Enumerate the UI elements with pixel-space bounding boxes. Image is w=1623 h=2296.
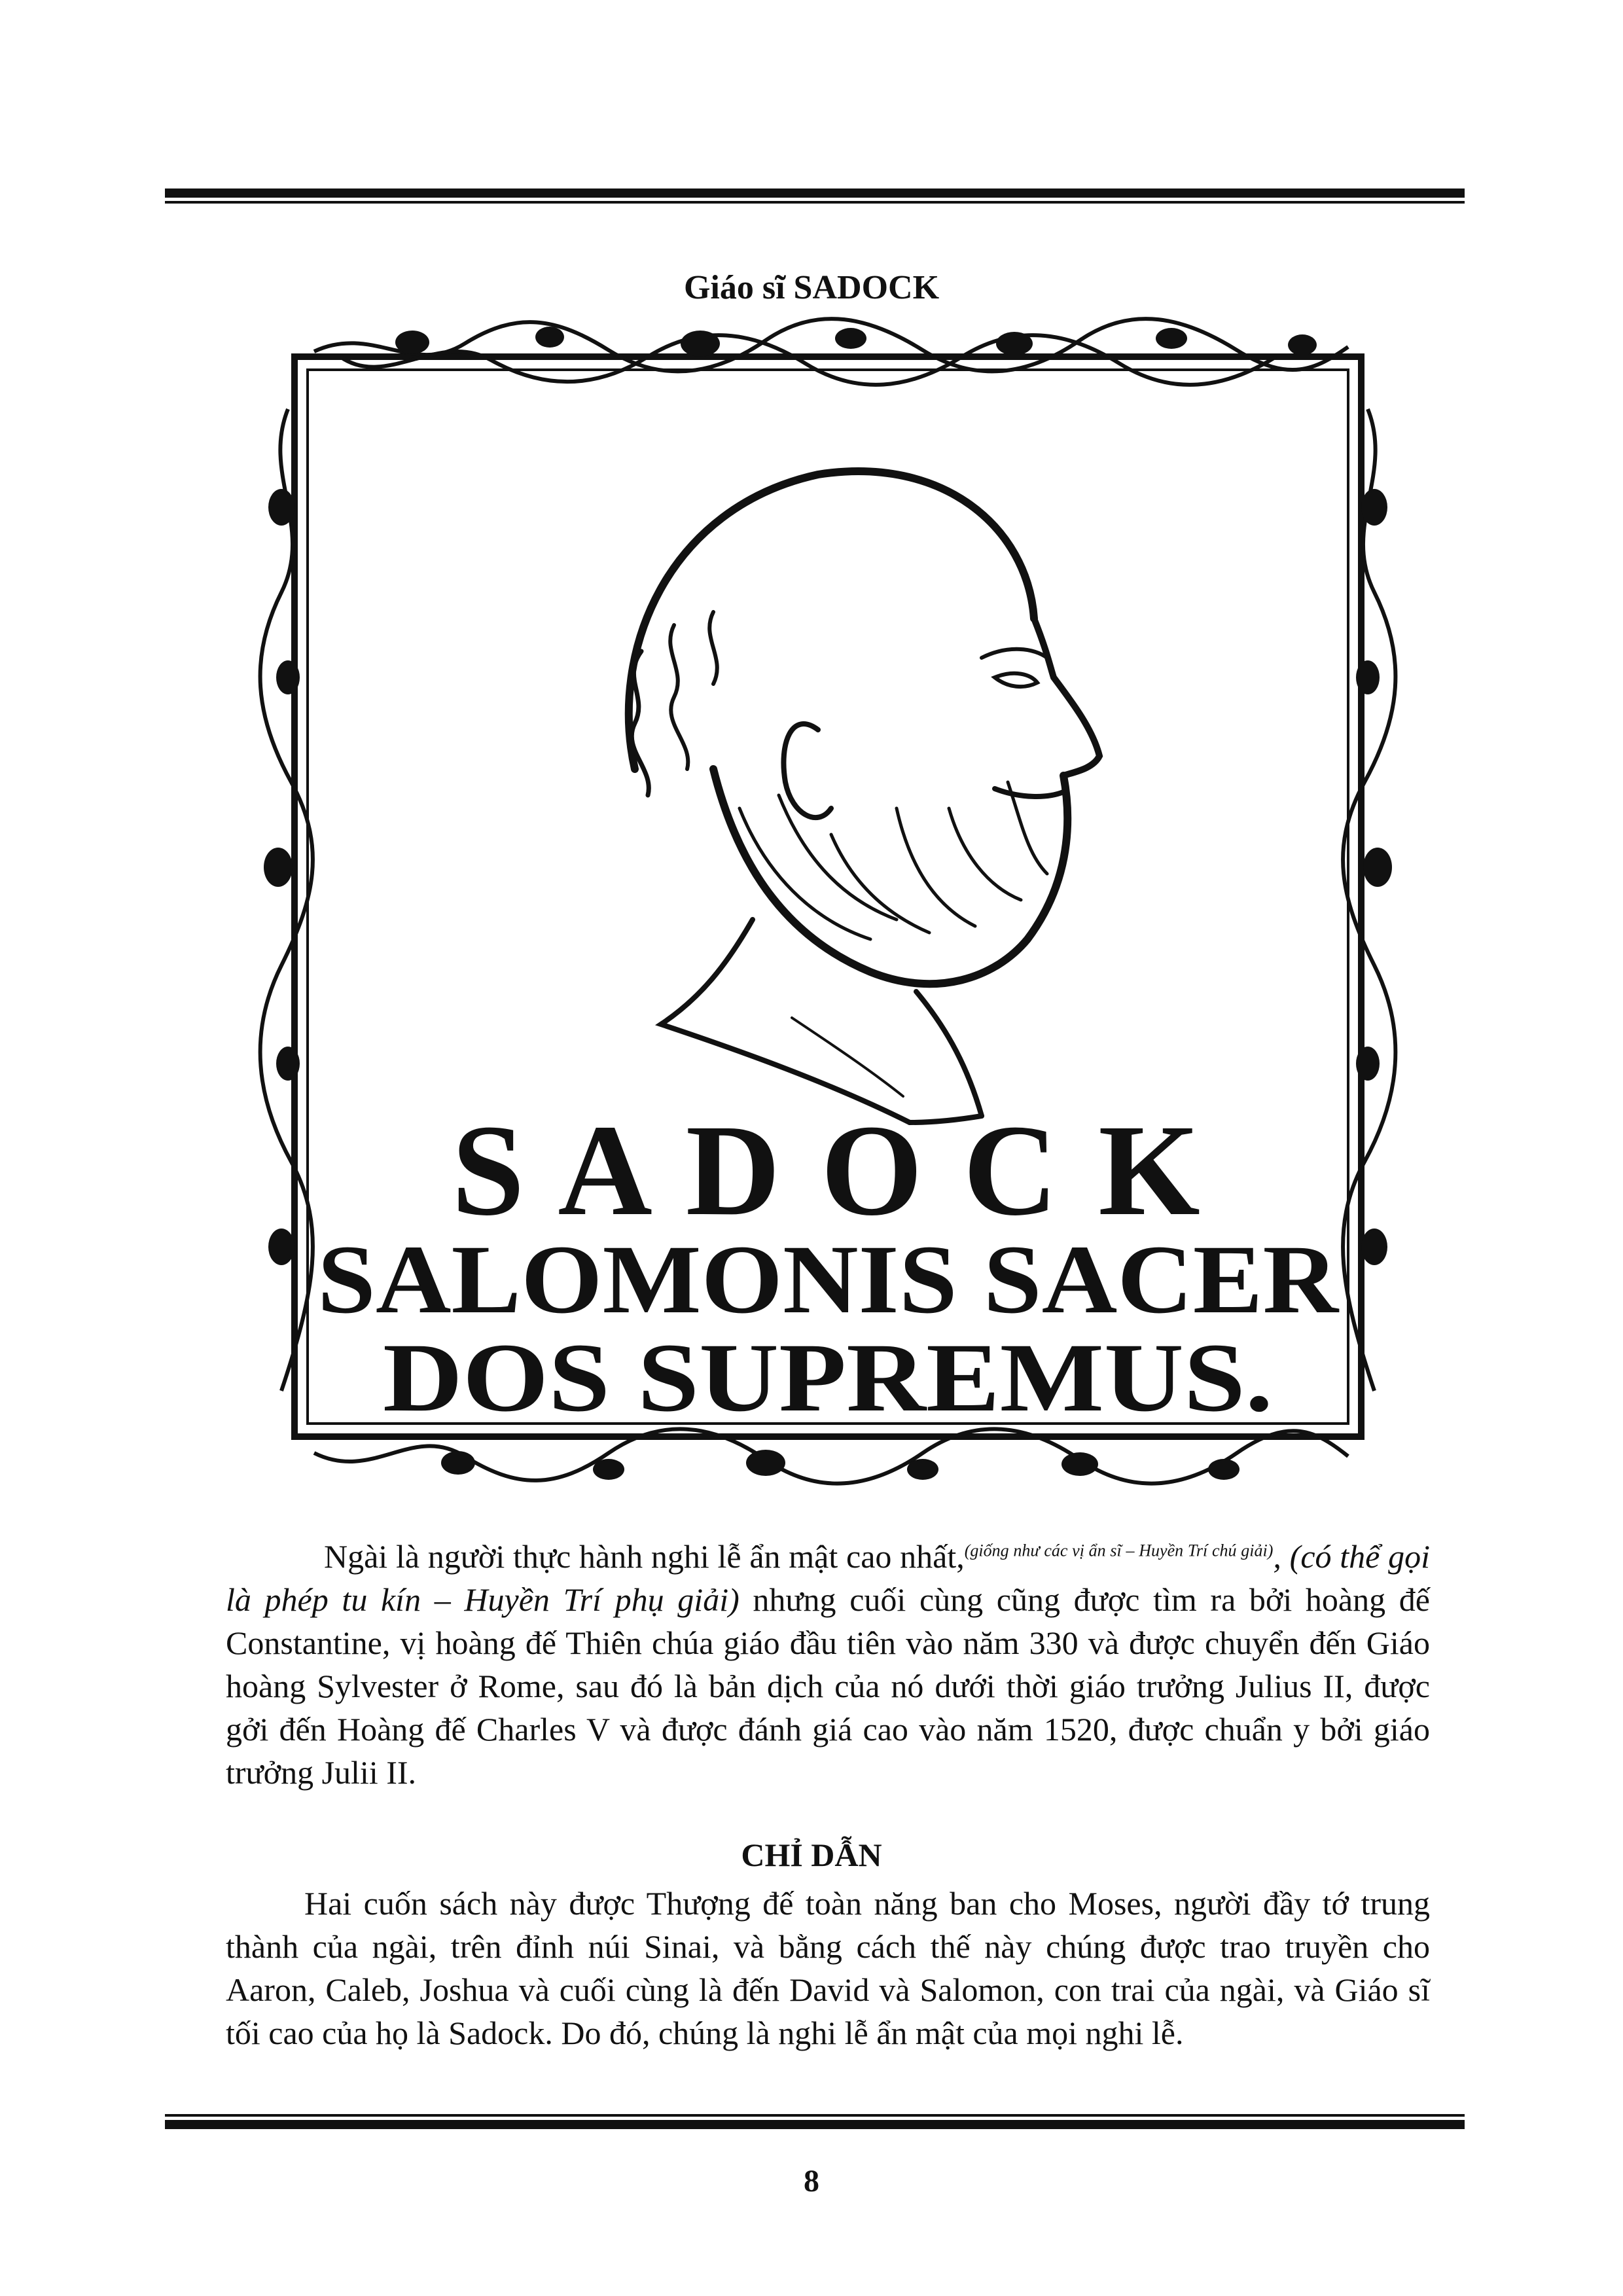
footnote-superscript: (giống như các vị ẩn sĩ – Huyền Trí chú giải) xyxy=(964,1541,1274,1560)
paragraph-instructions: Hai cuốn sách này được Thượng đế toàn năng ban cho Moses, người đầy tớ trung thành của ngài, trên đỉnh núi Sinai, và bằng cách thế này chúng được trao truyền cho Aaron, Caleb, Joshua và cuối cùng là đến David và Salomon, con trai của ngài, và Giáo sĩ tối cao của họ là Sadock. Do đó, chúng là nghi lễ ẩn mật của mọi nghi lễ. xyxy=(226,1885,1430,2051)
page-number: 8 xyxy=(804,2164,819,2198)
engraving-illustration xyxy=(242,311,1414,1509)
bearded-man-profile-engraving xyxy=(629,471,1099,1122)
paragraph-intro xyxy=(226,1535,1430,1794)
paragraph-intro-lead: Ngài là người thực hành nghi lễ ẩn mật cao nhất, xyxy=(324,1538,965,1575)
bottom-rule xyxy=(165,2114,1465,2129)
page-title: Giáo sĩ SADOCK xyxy=(683,269,940,306)
illustration-line-3: DOS SUPREMUS. xyxy=(383,1323,1273,1432)
vine-decoration-top xyxy=(314,319,1348,385)
paragraph-intro-rest: nhưng cuối cùng cũng được tìm ra bởi hoàng đế Constantine, vị hoàng đế Thiên chúa giáo đầu tiên vào năm 330 và được chuyển đến Giáo hoàng Sylvester ở Rome, sau đó là bản dịch của nó dưới thời giáo trưởng Julius II, được gởi đến Hoàng đế Charles V và được đánh giá cao vào năm 1520, được chuẩn y bởi giáo trưởng Julii II. xyxy=(226,1581,1430,1791)
top-rule xyxy=(165,188,1465,204)
illustration-line-1: S A D O C K xyxy=(452,1098,1204,1243)
illustration-line-2: SALOMONIS SACER xyxy=(317,1225,1340,1334)
section-heading: CHỈ DẪN xyxy=(741,1837,882,1873)
italic-annotation: , (có thể gọi là phép tu kín – Huyền Trí phụ giải) xyxy=(226,1538,1431,1618)
